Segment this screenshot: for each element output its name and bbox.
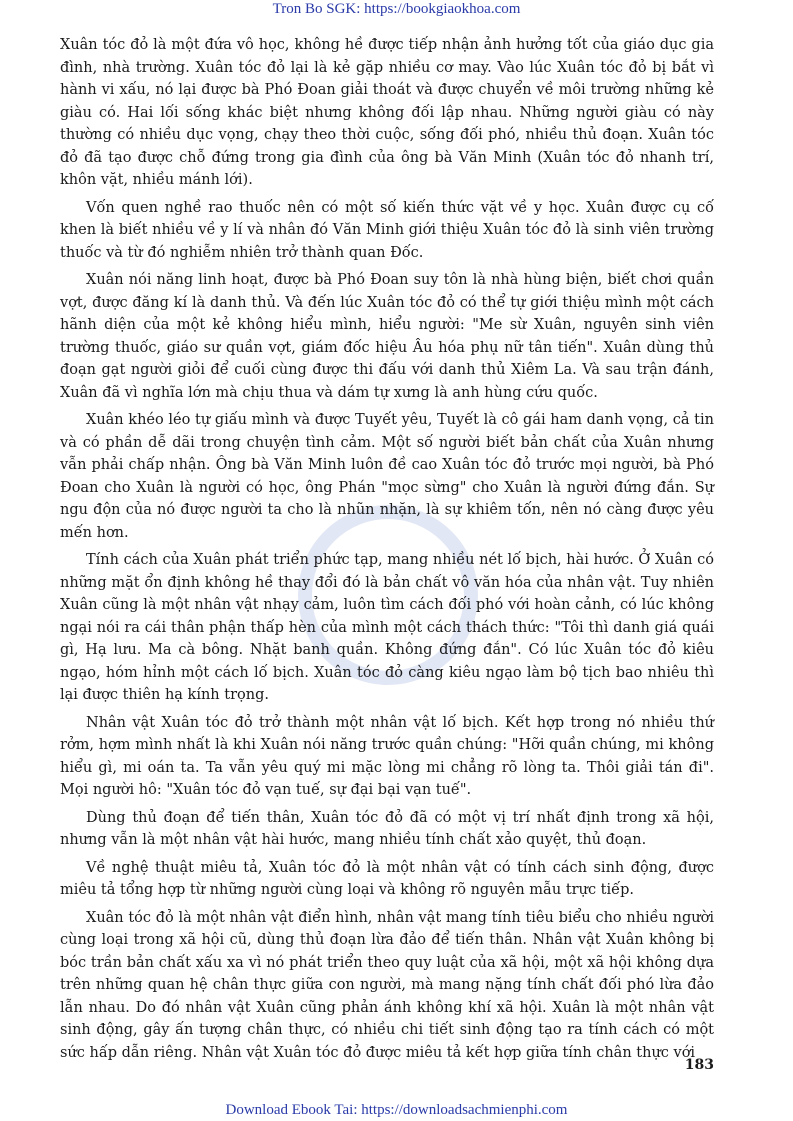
paragraph-5: Tính cách của Xuân phát triển phức tạp, mang nhiều nét lố bịch, hài hước. Ở Xuân có những mặt ổn định không hề thay đổi đó là bản chất vô văn hóa của nhân vật. Tuy nhiên Xuân cũng là một nhân vật nhạy cảm, luôn tìm cách đối phó với hoàn cảnh, có lúc không ngại nói ra cái thân phận thấp hèn của mình một cách thách thức: "Tôi thì danh giá quái gì, Hạ lưu. Ma cà bông. Nhặt banh quần. Không đứng đắn". Có lúc Xuân tóc đỏ kiêu ngạo, hóm hỉnh một cách lố bịch. Xuân tóc đỏ càng kiêu ngạo làm bộ tịch bao nhiêu thì lại được thiên hạ kính trọng.	[60, 552, 714, 703]
paragraph-2: Vốn quen nghề rao thuốc nên có một số kiến thức vặt về y học. Xuân được cụ cố khen là biết nhiều về y lí và nhân đó Văn Minh giới thiệu Xuân tóc đỏ là sinh viên trường thuốc và từ đó nghiễm nhiên trở thành quan Đốc.	[60, 199, 714, 261]
paragraph-9: Xuân tóc đỏ là một nhân vật điển hình, nhân vật mang tính tiêu biểu cho nhiều người cùng loại trong xã hội cũ, dùng thủ đoạn lừa đảo để tiến thân. Nhân vật Xuân không bị bóc trần bản chất xấu xa vì nó phát triển theo quy luật của xã hội, một xã hội không dựa trên những quan hệ chân thực giữa con người, mà mang nặng tính chất đối phó lừa đảo lẫn nhau. Do đó nhân vật Xuân cũng phản ánh không khí xã hội. Xuân là một nhân vật sinh động, gây ấn tượng chân thực, có nhiều chi tiết sinh động tạo ra tính cách có một sức hấp dẫn riêng. Nhân vật Xuân tóc đỏ được miêu tả kết hợp giữa tính chân thực với	[60, 909, 714, 1061]
paragraph-3: Xuân nói năng linh hoạt, được bà Phó Đoan suy tôn là nhà hùng biện, biết chơi quần vợt, được đăng kí là danh thủ. Và đến lúc Xuân tóc đỏ có thể tự giới thiệu mình một cách hãnh diện của một kẻ không hiểu mình, hiểu người: "Me sừ Xuân, nguyên sinh viên trường thuốc, giáo sư quần vợt, giám đốc hiệu Âu hóa phụ nữ tân tiến". Xuân dùng thủ đoạn gạt người giỏi để cuối cùng được thi đấu với danh thủ Xiêm La. Và sau trận đánh, Xuân đã vì nghĩa lớn mà chịu thua và dám tự xưng là anh hùng cứu quốc.	[60, 272, 714, 401]
page-header	[0, 0, 793, 18]
paragraph-1: Xuân tóc đỏ là một đứa vô học, không hề được tiếp nhận ảnh hưởng tốt của giáo dục gia đình, nhà trường. Xuân tóc đỏ lại là kẻ gặp nhiều cơ may. Vào lúc Xuân tóc đỏ bị bắt vì hành vi xấu, nó lại được bà Phó Đoan giải thoát và được chuyển về môi trường những kẻ giàu có. Hai lối sống khác biệt nhưng không đối lập nhau. Những người giàu có này thường có nhiều dục vọng, chạy theo thời cuộc, sống đối phó, nhiều thủ đoạn. Xuân tóc đỏ đã tạo được chỗ đứng trong gia đình của ông bà Văn Minh (Xuân tóc đỏ nhanh trí, khôn vặt, nhiều mánh lới).	[60, 37, 714, 188]
paragraph-7: Dùng thủ đoạn để tiến thân, Xuân tóc đỏ đã có một vị trí nhất định trong xã hội, nhưng vẫn là một nhân vật hài hước, mang nhiều tính chất xảo quyệt, thủ đoạn.	[60, 809, 714, 848]
paragraph-6: Nhân vật Xuân tóc đỏ trở thành một nhân vật lố bịch. Kết hợp trong nó nhiều thứ rởm, hợm mình nhất là khi Xuân nói năng trước quần chúng: "Hỡi quần chúng, mi không hiểu gì, mi oán ta. Ta vẫn yêu quý mi mặc lòng mi chẳng rõ lòng ta. Thôi giải tán đi". Mọi người hô: "Xuân tóc đỏ vạn tuế, sự đại bại vạn tuế".	[60, 714, 714, 798]
footer-label: Download Ebook Tai:	[225, 1102, 362, 1118]
footer-link[interactable]: https://downloadsachmienphi.com	[361, 1102, 568, 1118]
header-link[interactable]: https://bookgiaokhoa.com	[364, 1, 521, 17]
page-footer	[0, 1101, 793, 1119]
paragraph-4: Xuân khéo léo tự giấu mình và được Tuyết yêu, Tuyết là cô gái ham danh vọng, cả tin và có phần dễ dãi trong chuyện tình cảm. Một số người biết bản chất của Xuân nhưng vẫn phải chấp nhận. Ông bà Văn Minh luôn đề cao Xuân tóc đỏ trước mọi người, bà Phó Đoan cho Xuân là người có học, ông Phán "mọc sừng" cho Xuân là người đứng đắn. Sự ngu độn của nó được người ta cho là nhũn nhặn, là sự khiêm tốn, nên nó càng được yêu mến hơn.	[60, 412, 714, 541]
document-body	[60, 34, 714, 1069]
paragraph-8: Về nghệ thuật miêu tả, Xuân tóc đỏ là một nhân vật có tính cách sinh động, được miêu tả tổng hợp từ những người cùng loại và không rõ nguyên mẫu trực tiếp.	[60, 859, 714, 898]
page-number: 183	[684, 1057, 714, 1073]
header-label: Tron Bo SGK:	[272, 1, 365, 17]
